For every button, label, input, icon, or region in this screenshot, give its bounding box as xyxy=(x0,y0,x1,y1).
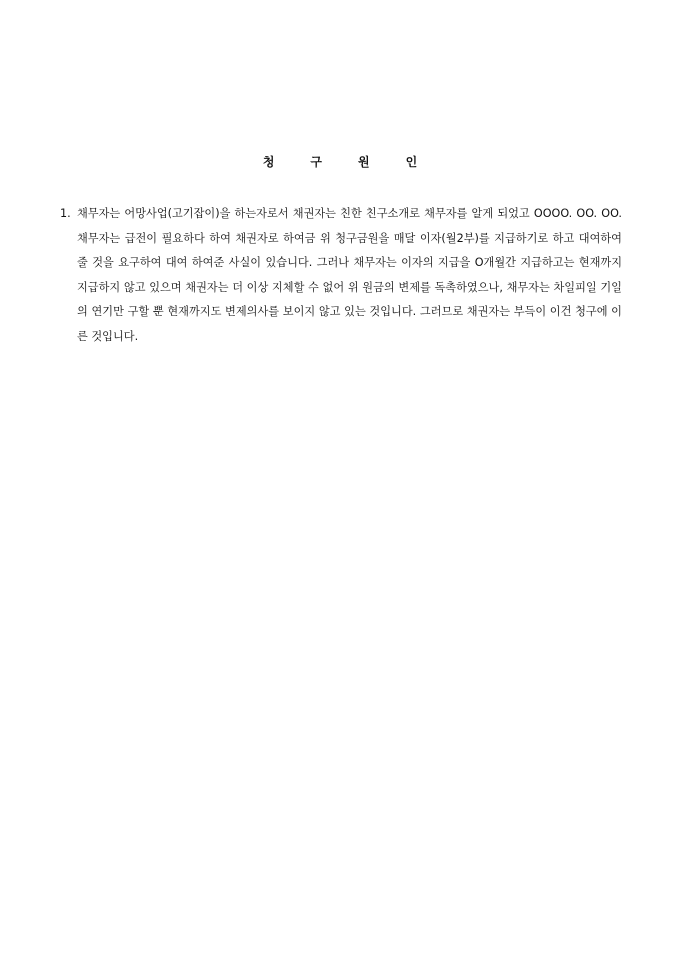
document-title xyxy=(0,153,680,170)
numbered-paragraph xyxy=(60,202,622,349)
title-char: 구 xyxy=(310,155,322,169)
title-char: 청 xyxy=(262,155,275,169)
paragraph-number: 1. xyxy=(60,207,71,220)
title-char: 인 xyxy=(405,155,418,169)
document-body xyxy=(60,202,622,349)
paragraph-text: 채무자는 어망사업(고기잡이)을 하는자로서 채권자는 친한 친구소개로 채무자를 알게 되었고 OOOO. OO. OO. 채무자는 급전이 필요하다 하여 채권자로 하여금 위 청구금원을 매달 이자(월2부)를 지급하기로 하고 대여하여 줄 것을 요구하여 대여 하여준 사실이 있습니다. 그러나 채무자는 이자의 지급을 O개월간 지급하고는 현재까지 지급하지 않고 있으며 채권자는 더 이상 지체할 수 없어 위 원금의 변제를 독촉하였으나, 채무자는 차일피일 기일의 연기만 구할 뿐 현재까지도 변제의사를 보이지 않고 있는 것입니다. 그러므로 채권자는 부득이 이건 청구에 이른 것입니다. xyxy=(77,207,622,343)
title-char: 원 xyxy=(358,155,370,169)
